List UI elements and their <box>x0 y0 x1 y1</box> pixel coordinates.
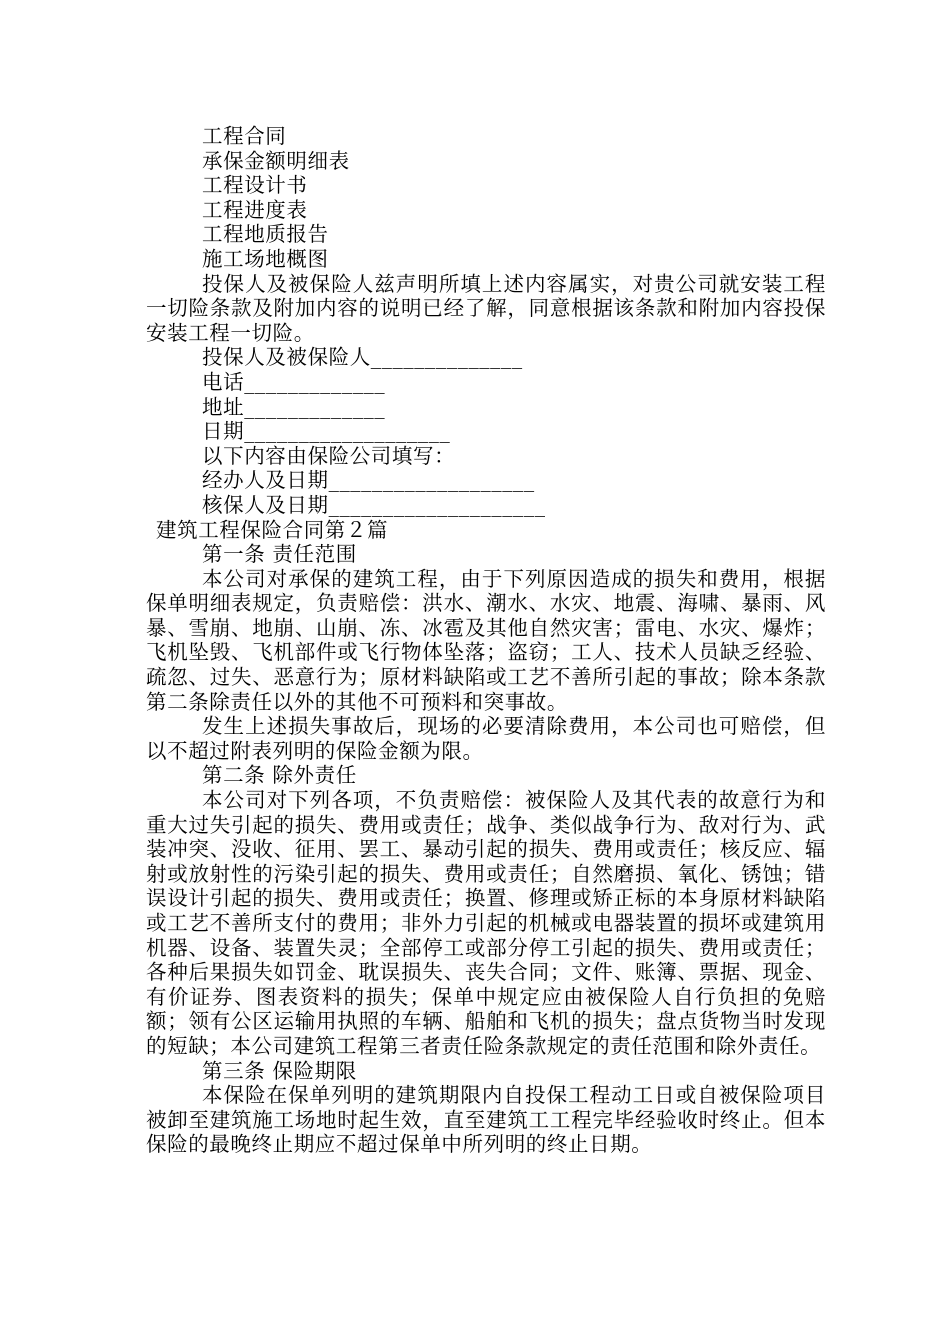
document-page <box>146 124 826 1157</box>
signature-field-phone: 电话_____________ <box>202 369 386 394</box>
insurer-section-note: 以下内容由保险公司填写： <box>202 443 456 468</box>
signature-field-underwriter-date: 核保人及日期____________________ <box>202 492 546 517</box>
article-paragraph: 本保险在保单列明的建筑期限内自投保工程动工日或自被保险项目被卸至建筑施工场地时起生效，直至建筑工工程完毕经验收时终止。但本保险的最晚终止期应不超过保单中所列明的终止日期。 <box>146 1083 826 1157</box>
article-heading: 第三条 保险期限 <box>202 1058 357 1083</box>
signature-field-address: 地址_____________ <box>202 394 386 419</box>
section-title: 建筑工程保险合同第２篇 <box>156 517 389 542</box>
article-heading: 第一条 责任范围 <box>202 542 357 567</box>
attachment-item: 工程设计书 <box>202 173 308 198</box>
attachment-item: 承保金额明细表 <box>202 148 350 173</box>
declaration-paragraph: 投保人及被保险人兹声明所填上述内容属实，对贵公司就安装工程一切险条款及附加内容的说明已经了解，同意根据该条款和附加内容投保安装工程一切险。 <box>146 271 826 345</box>
article-heading: 第二条 除外责任 <box>202 763 357 788</box>
attachment-item: 工程进度表 <box>202 197 308 222</box>
signature-field-date: 日期___________________ <box>202 419 451 444</box>
signature-field-handler-date: 经办人及日期___________________ <box>202 468 535 493</box>
signature-field-applicant: 投保人及被保险人______________ <box>202 345 523 370</box>
attachment-item: 施工场地概图 <box>202 246 329 271</box>
attachment-item: 工程地质报告 <box>202 222 329 247</box>
attachment-item: 工程合同 <box>202 124 287 148</box>
article-paragraph: 发生上述损失事故后，现场的必要清除费用，本公司也可赔偿，但以不超过附表列明的保险金额为限。 <box>146 714 826 763</box>
article-paragraph: 本公司对承保的建筑工程，由于下列原因造成的损失和费用，根据保单明细表规定，负责赔偿：洪水、潮水、水灾、地震、海啸、暴雨、风暴、雪崩、地崩、山崩、冻、冰雹及其他自然灾害；雷电、水灾、爆炸；飞机坠毁、飞机部件或飞行物体坠落；盗窃；工人、技术人员缺乏经验、疏忽、过失、恶意行为；原材料缺陷或工艺不善所引起的事故；除本条款第二条除责任以外的其他不可预料和突事故。 <box>146 566 826 714</box>
article-paragraph: 本公司对下列各项，不负责赔偿：被保险人及其代表的故意行为和重大过失引起的损失、费用或责任；战争、类似战争行为、敌对行为、武装冲突、没收、征用、罢工、暴动引起的损失、费用或责任；核反应、辐射或放射性的污染引起的损失、费用或责任；自然磨损、氧化、锈蚀；错误设计引起的损失、费用或责任；换置、修理或矫正标的本身原材料缺陷或工艺不善所支付的费用；非外力引起的机械或电器装置的损坏或建筑用机器、设备、装置失灵；全部停工或部分停工引起的损失、费用或责任；各种后果损失如罚金、耽误损失、丧失合同；文件、账簿、票据、现金、有价证券、图表资料的损失；保单中规定应由被保险人自行负担的免赔额；领有公区运输用执照的车辆、船舶和飞机的损失；盘点货物当时发现的短缺；本公司建筑工程第三者责任险条款规定的责任范围和除外责任。 <box>146 788 826 1058</box>
